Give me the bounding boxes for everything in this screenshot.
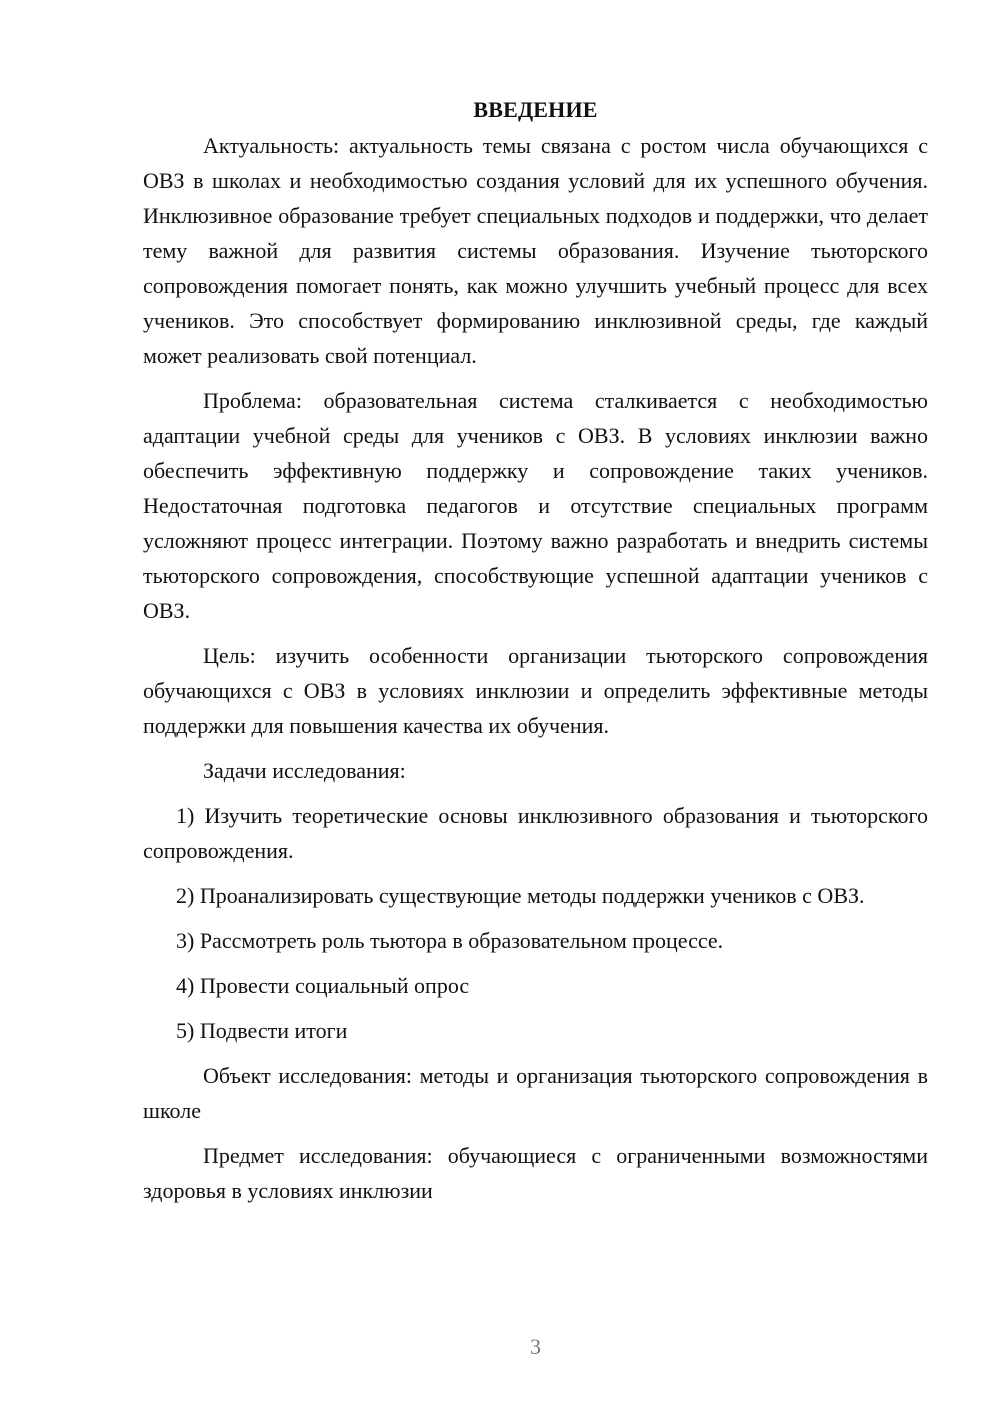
subject-paragraph: Предмет исследования: обучающиеся с ограниченными возможностями здоровья в условиях инклюзии (143, 1143, 928, 1203)
object-paragraph: Объект исследования: методы и организация тьюторского сопровождения в школе (143, 1063, 928, 1123)
page-title: ВВЕДЕНИЕ (473, 97, 598, 122)
tasks-heading: Задачи исследования: (203, 758, 406, 783)
task-item-2: 2) Проанализировать существующие методы поддержки учеников с ОВЗ. (176, 883, 865, 908)
page-number: 3 (530, 1334, 541, 1359)
goal-paragraph: Цель: изучить особенности организации тьюторского сопровождения обучающихся с ОВЗ в условиях инклюзии и определить эффективные методы поддержки для повышения качества их обучения. (143, 643, 928, 738)
relevance-paragraph: Актуальность: актуальность темы связана с ростом числа обучающихся с ОВЗ в школах и необходимостью создания условий для их успешного обучения. Инклюзивное образование требует специальных подходов и поддержки, что делает тему важной для развития системы образования. Изучение тьюторского сопровождения помогает понять, как можно улучшить учебный процесс для всех учеников. Это способствует формированию инклюзивной среды, где каждый может реализовать свой потенциал. (143, 133, 928, 368)
task-item-4: 4) Провести социальный опрос (176, 973, 470, 998)
page-content (143, 92, 928, 1218)
task-item-1: 1) Изучить теоретические основы инклюзивного образования и тьюторского сопровождения. (143, 803, 928, 863)
problem-paragraph: Проблема: образовательная система сталкивается с необходимостью адаптации учебной среды для учеников с ОВЗ. В условиях инклюзии важно обеспечить эффективную поддержку и сопровождение таких учеников. Недостаточная подготовка педагогов и отсутствие специальных программ усложняют процесс интеграции. Поэтому важно разработать и внедрить системы тьюторского сопровождения, способствующие успешной адаптации учеников с ОВЗ. (143, 388, 928, 623)
task-item-5: 5) Подвести итоги (176, 1018, 348, 1043)
task-item-3: 3) Рассмотреть роль тьютора в образовательном процессе. (176, 928, 724, 953)
